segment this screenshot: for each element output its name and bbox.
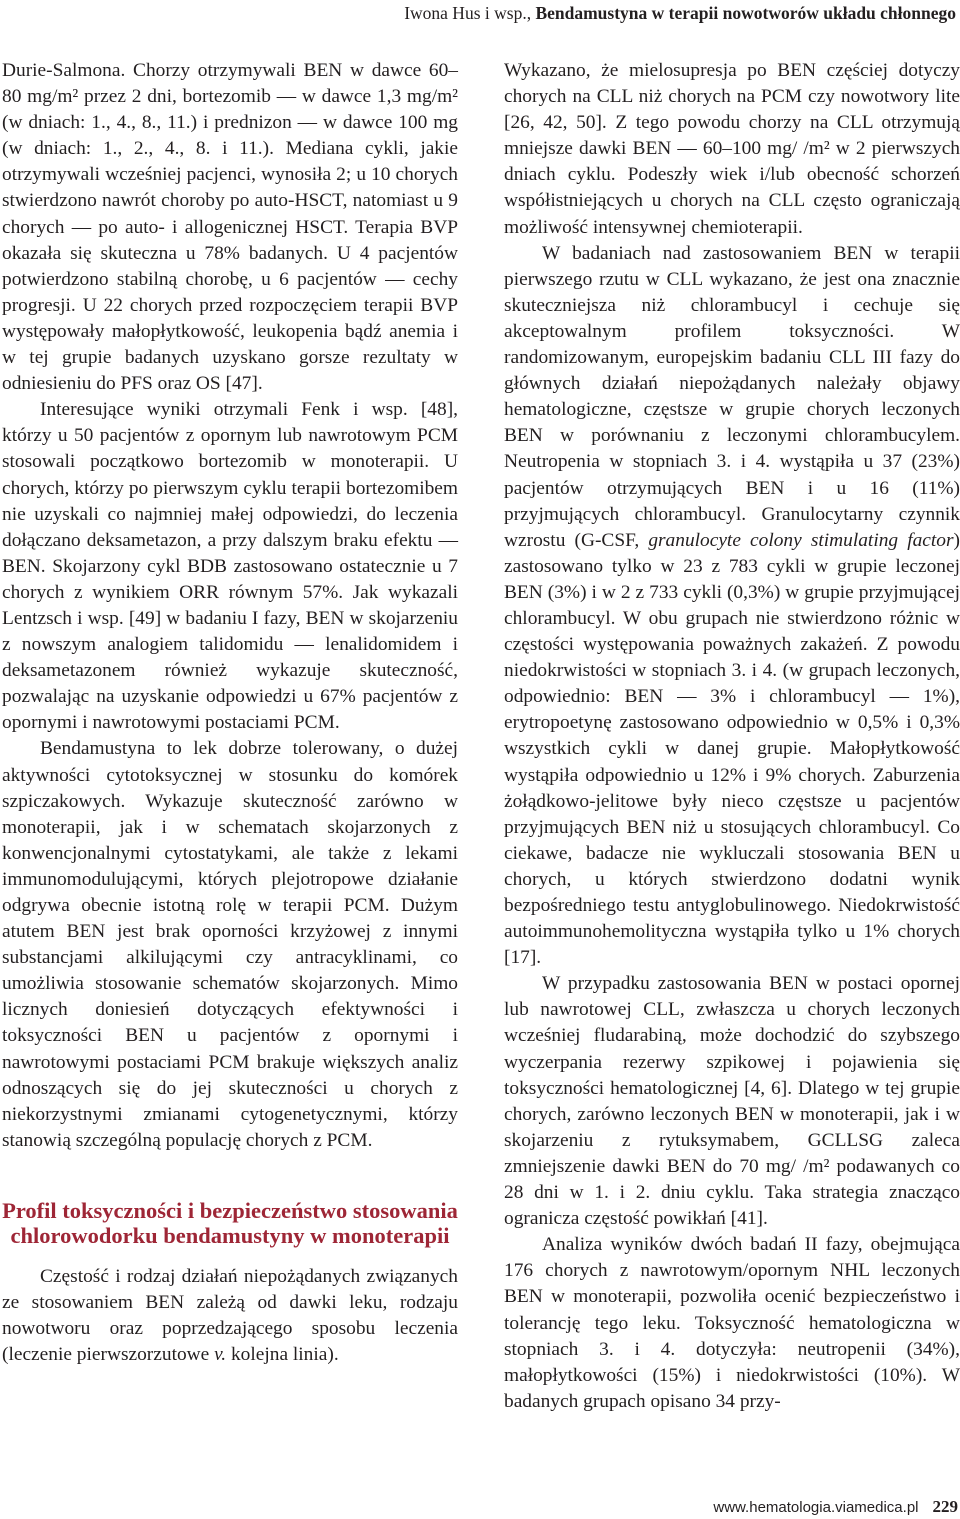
running-header [404, 3, 956, 24]
paragraph-text: Częstość i rodzaj działań niepożądanych związanych ze stosowaniem BEN zależą od dawki leku, rodzaju nowotworu oraz poprzedzającego sposobu leczenia (leczenie pierwszorzutowe [2, 1265, 458, 1366]
page-footer [713, 1497, 958, 1517]
paragraph: Analiza wyników dwóch badań II fazy, obejmująca 176 chorych z nawrotowym/opornym NHL leczonych BEN w monoterapii, pozwoliła ocenić bezpieczeństwo i tolerancję tego leku. Toksyczność hematologiczna w stopniach 3. i 4. dotyczyła: neutropenii (34%), małopłytkowości (15%) i niedokrwistości (10%). W badanych grupach opisano 34 przy- [504, 1234, 960, 1412]
paragraph-text: ) zastosowano tylko w 23 z 783 cykli w grupie leczonej BEN (3%) i w 2 z 733 cykli (0,3%) w grupie przyjmującej chlorambucyl. W obu grupach nie stwierdzono różnic w częstości występowania poważnych zakażeń. Z powodu niedokrwistości w stopniach 3. i 4. (w grupach leczonych, odpowiednio: BEN — 3% i chlorambucyl — 1%), erytropoetynę zastosowano odpowiednio w 0,5% i 0,3% wszystkich cykli w danej grupie. Małopłytkowość wystąpiła odpowiednio u 12% i 9% chorych. Zaburzenia żołądkowo-jelitowe były nieco częstsze u pacjentów przyjmujących BEN niż u stosujących chlorambucyl. Co ciekawe, badacze nie wykluczali stosowania BEN u chorych, u których stwierdzono dodatni wynik bezpośredniego testu antyglobulinowego. Niedokrwistość autoimmunohemolityczna wystąpiła tylko u 1% chorych [17]. [504, 529, 960, 969]
paragraph: Interesujące wyniki otrzymali Fenk i wsp. [48], którzy u 50 pacjentów z opornym lub nawrotowym PCM stosowali początkowo bortezomib w monoterapii. U chorych, którzy po pierwszym cyklu terapii bortezomibem nie uzyskali co najmniej małej odpowiedzi, do leczenia dołączano deksametazon, a przy dalszym braku efektu — BEN. Skojarzony cykl BDB zastosowano ostatecznie u 7 chorych z wynikiem ORR równym 57%. Jak wykazali Lentzsch i wsp. [49] w badaniu I fazy, BEN w skojarzeniu z nowszym analogiem talidomidu — lenalidomidem i deksametazonem również wykazuje skuteczność, pozwalając na uzyskanie odpowiedzi u 67% pacjentów z opornymi i nawrotowymi postaciami PCM. [2, 399, 458, 734]
section-heading: Profil toksyczności i bezpieczeństwo stosowania chlorowodorku bendamustyny w monoterapii [2, 1197, 458, 1249]
paragraph: Bendamustyna to lek dobrze tolerowany, o dużej aktywności cytotoksycznej w stosunku do komórek szpiczakowych. Wykazuje skuteczność zarówno w monoterapii, jak i w schematach skojarzonych z konwencjonalnymi cytostatykami, ale także z lekami immunomodulującymi, których plejotropowe działanie odgrywa obecnie istotną rolę w terapii PCM. Dużym atutem BEN jest brak oporności krzyżowej z innymi substancjami alkilującymi czy antracyklinami, co umożliwia stosowanie schematów skojarzonych. Mimo licznych doniesień dotyczących efektywności i toksyczności BEN u pacjentów z opornymi i nawrotowymi postaciami PCM brakuje większych analiz odnoszących się do jej skuteczności u chorych z niekorzystnymi zmianami cytogenetycznymi, którzy stanowią szczególną populację chorych z PCM. [2, 738, 458, 1151]
paragraph-italic-text: v. [214, 1344, 227, 1366]
header-article-title: Bendamustyna w terapii nowotworów układu chłonnego [535, 3, 956, 23]
paragraph [2, 1264, 458, 1368]
paragraph: Durie-Salmona. Chorzy otrzymywali BEN w dawce 60–80 mg/m² przez 2 dni, bortezomib — w dawce 1,3 mg/m² (w dniach: 1., 4., 8., 11.) i prednizon — w dawce 100 mg (w dniach: 1., 2., 4., 8. i 11.). Mediana cykli, jakie otrzymywali wcześniej pacjenci, wynosiła 2; u 10 chorych stwierdzono nawrót choroby po auto-HSCT, natomiast u 9 chorych — po auto- i allogenicznej HSCT. Terapia BVP okazała się skuteczna u 78% badanych. U 4 pacjentów potwierdzono stabilną chorobę, u 6 pacjentów — cechy progresji. U 22 chorych przed rozpoczęciem terapii BVP występowały małopłytkowość, leukopenia bądź anemia i w tej grupie badanych uzyskano gorsze rezultaty w odniesieniu do PFS oraz OS [47]. [2, 60, 458, 395]
right-column [504, 58, 960, 1415]
paragraph: W przypadku zastosowania BEN w postaci opornej lub nawrotowej CLL, zwłaszcza u chorych leczonych wcześniej fludarabiną, może dochodzić do szybszego wyczerpania rezerwy szpikowej i pojawienia się toksyczności hematologicznej [4, 6]. Dlatego w tej grupie chorych, zarówno leczonych BEN w monoterapii, jak i w skojarzeniu z rytuksymabem, GCLLSG zaleca zmniejszenie dawki BEN do 70 mg/ /m² podawanych co 28 dni w 1. i 2. dniu cyklu. Taka strategia znacząco ogranicza częstość powikłań [41]. [504, 973, 960, 1230]
paragraph: Wykazano, że mielosupresja po BEN częściej dotyczy chorych na CLL niż chorych na PCM czy nowotwory lite [26, 42, 50]. Z tego powodu chorzy na CLL otrzymują mniejsze dawki BEN — 60–100 mg/ /m² w 2 pierwszych dniach cyklu. Podeszły wiek i/lub obecność schorzeń współistniejących u chorych na CLL często ograniczają możliwość intensywnej chemioterapii. [504, 60, 960, 238]
header-authors: Iwona Hus i wsp., [404, 3, 532, 23]
paragraph-text: W badaniach nad zastosowaniem BEN w terapii pierwszego rzutu w CLL wykazano, że jest ona znacznie skuteczniejsza niż chlorambucyl i cechuje się akceptowalnym profilem toksyczności. W randomizowanym, europejskim badaniu CLL III fazy do głównych działań niepożądanych należały objawy hematologiczne, częstsze w grupie chorych leczonych BEN w porównaniu z leczonymi chlorambucylem. Neutropenia w stopniach 3. i 4. wystąpiła u 37 (23%) pacjentów otrzymujących BEN i u 16 (11%) przyjmujących chlorambucyl. Granulocytarny czynnik wzrostu (G-CSF, [504, 242, 960, 551]
paragraph-italic-text: granulocyte colony stimulating factor [648, 529, 954, 551]
page-number: 229 [932, 1497, 958, 1516]
left-column [2, 58, 458, 1368]
paragraph-text: kolejna linia). [226, 1344, 339, 1366]
paragraph [504, 241, 960, 972]
footer-url: www.hematologia.viamedica.pl [713, 1499, 919, 1516]
